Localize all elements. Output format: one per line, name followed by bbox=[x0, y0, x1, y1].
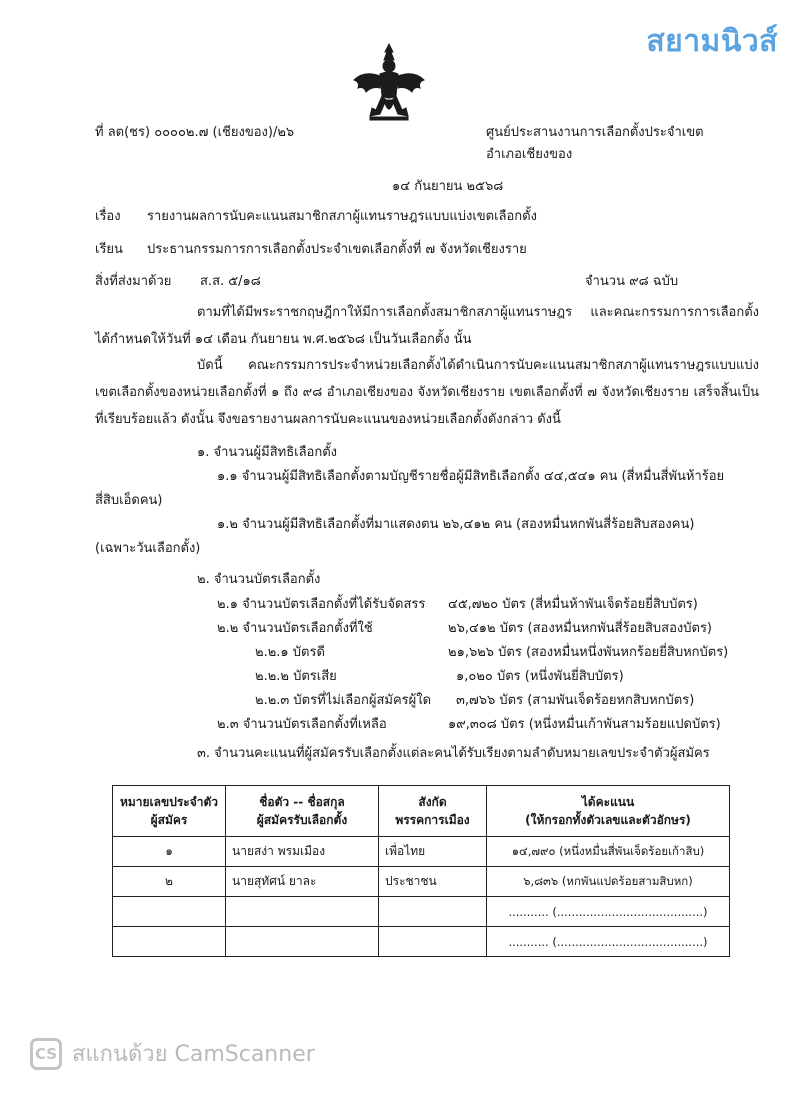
header-candidate-name bbox=[226, 786, 379, 837]
office-district: อำเภอเชียงของ bbox=[486, 147, 573, 162]
table-row bbox=[113, 897, 730, 927]
header-line: พรรคการเมือง bbox=[395, 813, 470, 827]
table-row bbox=[113, 837, 730, 867]
brand-logo: สยามนิวส์ bbox=[646, 24, 778, 59]
candidate-score-table bbox=[112, 785, 730, 957]
section1-title: ๑. จำนวนผู้มีสิทธิเลือกตั้ง bbox=[197, 445, 338, 460]
camscanner-logo-icon: CS bbox=[30, 1038, 62, 1070]
table-row bbox=[113, 927, 730, 957]
to-text: ประธานกรรมการการเลือกตั้งประจำเขตเลือกตั้งที่ ๗ จังหวัดเชียงราย bbox=[147, 242, 527, 257]
cell-score: ........... (........................................) bbox=[487, 897, 730, 927]
paragraph-intro: ตามที่ได้มีพระราชกฤษฎีกาให้มีการเลือกตั้งสมาชิกสภาผู้แทนราษฎร และคณะกรรมการการเลือกตั้งได้กำหนดให้วันที่ ๑๔ เดือน กันยายน พ.ศ.๒๕๖๘ เป็นวันเลือกตั้ง นั้น bbox=[95, 305, 759, 347]
table-row bbox=[113, 867, 730, 897]
section1-item2-cont: (เฉพาะวันเลือกตั้ง) bbox=[95, 541, 201, 556]
cell-score: ........... (........................................) bbox=[487, 927, 730, 957]
ballot-row-label: ๒.๒.๒ บัตรเสีย bbox=[255, 669, 337, 684]
header-line: ชื่อตัว -- ชื่อสกุล bbox=[259, 795, 345, 809]
header-score bbox=[487, 786, 730, 837]
ballot-row-label: ๒.๒ จำนวนบัตรเลือกตั้งที่ใช้ bbox=[217, 621, 373, 636]
cell-score: ๖,๘๓๖ (หกพันแปดร้อยสามสิบหก) bbox=[487, 867, 730, 897]
subject-text: รายงานผลการนับคะแนนสมาชิกสภาผู้แทนราษฎรแบบแบ่งเขตเลือกตั้ง bbox=[147, 209, 537, 224]
ballot-row-value: ๓,๗๖๖ บัตร (สามพันเจ็ดร้อยหกสิบหกบัตร) bbox=[456, 693, 695, 708]
ballot-row-label: ๒.๒.๓ บัตรที่ไม่เลือกผู้สมัครผู้ใด bbox=[255, 693, 432, 708]
document-date: ๑๔ กันยายน ๒๕๖๘ bbox=[392, 179, 504, 194]
camscanner-watermark bbox=[30, 1036, 315, 1071]
cell-number: ๒ bbox=[113, 867, 226, 897]
cell-name bbox=[226, 927, 379, 957]
cell-party bbox=[379, 927, 487, 957]
cell-party: เพื่อไทย bbox=[379, 837, 487, 867]
ballot-row-value: ๒๖,๔๑๒ บัตร (สองหมื่นหกพันสี่ร้อยสิบสองบัตร) bbox=[448, 621, 713, 636]
enclosure-doc: ส.ส. ๕/๑๘ bbox=[200, 274, 261, 289]
office-name: ศูนย์ประสานงานการเลือกตั้งประจำเขต bbox=[486, 125, 704, 140]
header-line: ผู้สมัคร bbox=[150, 813, 188, 827]
ballot-row-value: ๑๙,๓๐๘ บัตร (หนึ่งหมื่นเก้าพันสามร้อยแปดบัตร) bbox=[448, 717, 721, 732]
ballot-row-value: ๑,๐๒๐ บัตร (หนึ่งพันยี่สิบบัตร) bbox=[456, 669, 624, 684]
reference-number: ที่ ลต(ชร) ๐๐๐๐๒.๗ (เชียงของ)/๒๖ bbox=[95, 125, 295, 140]
ballot-row-label: ๒.๒.๑ บัตรดี bbox=[255, 645, 325, 660]
camscanner-text: สแกนด้วย CamScanner bbox=[72, 1042, 315, 1067]
header-line: ได้คะแนน bbox=[581, 795, 635, 809]
cell-number bbox=[113, 927, 226, 957]
subject-label: เรื่อง bbox=[95, 209, 121, 224]
section3-title: ๓. จำนวนคะแนนที่ผู้สมัครรับเลือกตั้งแต่ละคนได้รับเรียงตามลำดับหมายเลขประจำตัวผู้สมัคร bbox=[197, 746, 710, 761]
section1-item1-cont: สี่สิบเอ็ดคน) bbox=[95, 493, 163, 508]
header-party bbox=[379, 786, 487, 837]
enclosure-qty: จำนวน ๙๘ ฉบับ bbox=[585, 274, 679, 289]
to-label: เรียน bbox=[95, 242, 123, 257]
ballot-row-value: ๒๑,๖๒๖ บัตร (สองหมื่นหนึ่งพันหกร้อยยี่สิบหกบัตร) bbox=[448, 645, 729, 660]
cell-party: ประชาชน bbox=[379, 867, 487, 897]
header-line: สังกัด bbox=[418, 795, 447, 809]
header-candidate-number bbox=[113, 786, 226, 837]
section1-item1: ๑.๑ จำนวนผู้มีสิทธิเลือกตั้งตามบัญชีรายชื่อผู้มีสิทธิเลือกตั้ง ๔๔,๕๔๑ คน (สี่หมื่นสี่พันห้าร้อย bbox=[217, 469, 725, 484]
header-line: (ให้กรอกทั้งตัวเลขและตัวอักษร) bbox=[525, 813, 691, 827]
section2-title: ๒. จำนวนบัตรเลือกตั้ง bbox=[197, 572, 321, 587]
cell-name: นายสง่า พรมเมือง bbox=[226, 837, 379, 867]
cell-name: นายสุทัศน์ ยาละ bbox=[226, 867, 379, 897]
ballot-row-label: ๒.๓ จำนวนบัตรเลือกตั้งที่เหลือ bbox=[217, 717, 387, 732]
header-line: หมายเลขประจำตัว bbox=[119, 795, 219, 809]
table-header-row bbox=[113, 786, 730, 837]
cell-name bbox=[226, 897, 379, 927]
enclosure-label: สิ่งที่ส่งมาด้วย bbox=[95, 274, 172, 289]
cell-party bbox=[379, 897, 487, 927]
cell-score: ๑๔,๗๙๐ (หนึ่งหมื่นสี่พันเจ็ดร้อยเก้าสิบ) bbox=[487, 837, 730, 867]
paragraph-report: บัดนี้ คณะกรรมการประจำหน่วยเลือกตั้งได้ดำเนินการนับคะแนนสมาชิกสภาผู้แทนราษฎรแบบแบ่งเขตเลือกตั้งของหน่วยเลือกตั้งที่ ๑ ถึง ๙๘ อำเภอเชียงของ จังหวัดเชียงราย เขตเลือกตั้งที่ ๗ จังหวัดเชียงราย เสร็จสิ้นเป็นที่เรียบร้อยแล้ว ดังนั้น จึงขอรายงานผลการนับคะแนนของหน่วยเลือกตั้งดังกล่าว ดังนี้ bbox=[95, 358, 759, 427]
ballot-row-label: ๒.๑ จำนวนบัตรเลือกตั้งที่ได้รับจัดสรร bbox=[217, 597, 426, 612]
cell-number: ๑ bbox=[113, 837, 226, 867]
garuda-emblem bbox=[350, 40, 428, 124]
header-line: ผู้สมัครรับเลือกตั้ง bbox=[256, 813, 348, 827]
ballot-row-value: ๔๕,๗๒๐ บัตร (สี่หมื่นห้าพันเจ็ดร้อยยี่สิบบัตร) bbox=[448, 597, 698, 612]
section1-item2: ๑.๒ จำนวนผู้มีสิทธิเลือกตั้งที่มาแสดงตน ๒๖,๔๑๒ คน (สองหมื่นหกพันสี่ร้อยสิบสองคน) bbox=[217, 517, 695, 532]
cell-number bbox=[113, 897, 226, 927]
